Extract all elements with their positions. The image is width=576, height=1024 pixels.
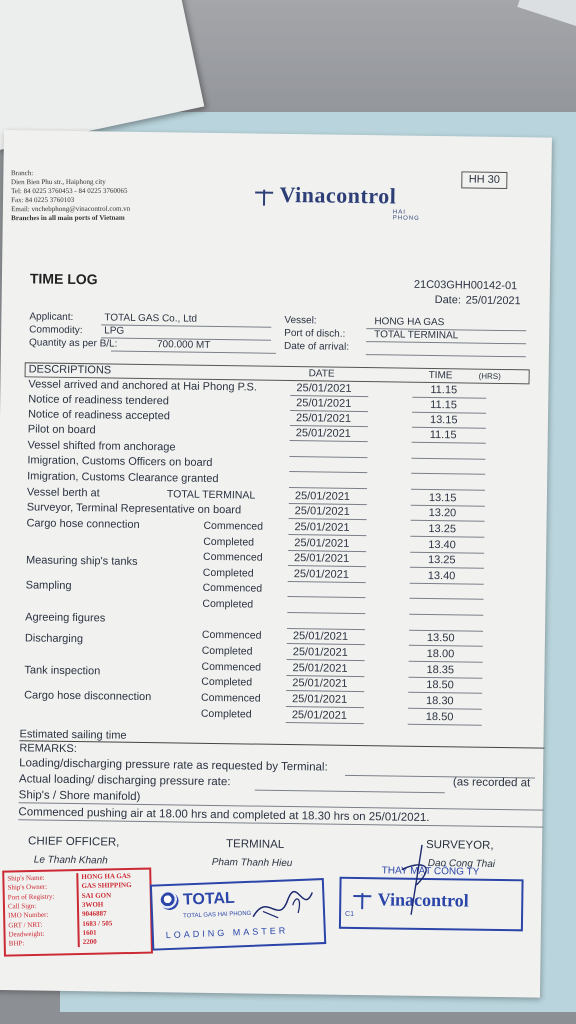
total-subtitle: TOTAL GAS HAI PHONG [182, 910, 252, 920]
reference-number: 21C03GHH00142-01 [413, 278, 518, 293]
scales-icon [253, 188, 275, 206]
ship-stamp-value: 1683 / 505 [82, 918, 113, 928]
remark-line: Actual loading/ discharging pressure rate: [18, 773, 231, 789]
ship-stamp-label: IMO Number: [8, 910, 49, 920]
row-time: 11.15 [430, 398, 458, 412]
time-underline [409, 614, 483, 616]
time-underline [410, 583, 484, 585]
row-qualifier: Commenced [203, 519, 264, 533]
ship-stamp-label: BHP: [8, 939, 25, 948]
remark-line: Commenced pushing air at 18.00 hrs and completed at 18.30 hrs on 25/01/2021. [18, 806, 430, 825]
row-description: Notice of readiness tendered [28, 393, 169, 408]
date-underline [289, 471, 367, 473]
row-date: 25/01/2021 [291, 709, 348, 722]
vinacontrol-stamp-name: Vinacontrol [377, 889, 469, 911]
row-time: 13.40 [428, 538, 456, 552]
applicant-label: Applicant: [29, 311, 74, 323]
row-description: Agreeing figures [25, 611, 106, 625]
date-underline [286, 722, 364, 724]
vessel-value: HONG HA GAS [374, 316, 445, 329]
total-globe-icon [160, 892, 179, 911]
date-underline [287, 659, 365, 661]
port-label: Port of disch.: [284, 327, 346, 340]
terminal-name: Pham Thanh Hieu [211, 856, 293, 870]
row-time: 11.15 [429, 428, 457, 442]
terminal-signature [247, 884, 318, 927]
scales-icon [351, 892, 373, 910]
row-time: 13.25 [428, 522, 457, 536]
row-qualifier: Commenced [202, 550, 263, 564]
time-log-document [0, 130, 552, 998]
time-underline [411, 458, 485, 460]
row-qualifier: Completed [201, 675, 253, 689]
ship-stamp-label: Ship's Name: [7, 873, 45, 883]
vinacontrol-stamp [339, 877, 524, 932]
document-date: 25/01/2021 [465, 294, 521, 308]
row-date: 25/01/2021 [293, 568, 349, 581]
port-value: TOTAL TERMINAL [374, 329, 459, 342]
time-underline [410, 536, 484, 538]
date-label: Date: [434, 294, 462, 307]
row-time: 13.20 [428, 506, 457, 520]
time-underline [411, 473, 485, 475]
row-date: 25/01/2021 [295, 412, 352, 425]
remarks-label: REMARKS: [19, 742, 77, 756]
ship-stamp-value: 9046887 [82, 909, 107, 919]
time-underline [408, 692, 482, 694]
ship-stamp-value: SAI GON [81, 890, 112, 900]
row-time: 18.35 [426, 663, 455, 677]
row-qualifier: Completed [202, 566, 254, 580]
row-description: Vessel berth at [26, 486, 100, 500]
row-description: Notice of readiness accepted [27, 408, 170, 423]
address-line: Branch: [10, 169, 34, 178]
surveyor-signature [381, 839, 462, 920]
vinacontrol-logo [253, 181, 420, 222]
row-time: 18.50 [425, 710, 454, 724]
row-qualifier: Completed [203, 535, 255, 549]
date-underline [289, 487, 367, 489]
row-description: Cargo hose disconnection [24, 689, 152, 704]
date-underline [288, 565, 366, 567]
time-underline [408, 708, 482, 710]
row-date: 25/01/2021 [293, 552, 350, 565]
row-time: 13.40 [427, 569, 456, 583]
address-line: Branches in all main ports of Vietnam [11, 213, 125, 223]
time-underline [411, 520, 485, 522]
form-code: HH 30 [461, 171, 507, 189]
ship-stamp-label: GRT / NRT: [8, 920, 43, 930]
row-date: 25/01/2021 [292, 662, 348, 675]
terminal-title: TERMINAL [225, 838, 285, 851]
address-line: Email: vnchebphong@vinacontrol.com.vn [11, 204, 131, 214]
vessel-label: Vessel: [284, 314, 317, 327]
descriptions-header: DESCRIPTIONS [28, 363, 112, 377]
total-stamp [150, 878, 326, 951]
row-date: 25/01/2021 [291, 693, 348, 706]
time-underline [409, 598, 483, 600]
company-city: HAI PHONG [392, 209, 420, 222]
row-date: 25/01/2021 [294, 505, 350, 518]
surveyor-title: SURVEYOR, [425, 838, 494, 852]
row-qualifier: Commenced [201, 628, 262, 642]
date-underline [286, 690, 364, 692]
quantity-value: 700.000 MT [156, 339, 211, 351]
row-time: 18.50 [426, 678, 454, 692]
date-underline [288, 581, 366, 583]
arrival-label: Date of arrival: [283, 340, 350, 353]
total-role: LOADING MASTER [165, 925, 289, 941]
ship-stamp-value: 1601 [82, 928, 97, 937]
row-description: Tank inspection [24, 664, 101, 678]
ship-stamp-label: Ship's Owner: [7, 883, 48, 892]
ship-stamp-label: Port of Registry: [7, 892, 55, 902]
chief-officer-title: CHIEF OFFICER, [27, 835, 120, 849]
row-time: 11.15 [430, 383, 458, 397]
commodity-value: LPG [104, 325, 125, 337]
row-qualifier: Completed [200, 707, 252, 721]
row-description: Vessel shifted from anchorage [27, 439, 176, 454]
date-underline [290, 440, 368, 442]
row-date: 25/01/2021 [296, 397, 352, 410]
estimated-sailing-label: Estimated sailing time [19, 728, 127, 742]
address-line: Tel: 84 0225 3760453 - 84 0225 3760065 [11, 186, 128, 196]
address-line: Fax: 84 0225 3760103 [11, 195, 75, 205]
row-date: 25/01/2021 [292, 630, 349, 643]
time-underline [408, 724, 482, 726]
company-name: Vinacontrol [279, 181, 397, 209]
row-date: 25/01/2021 [292, 646, 348, 659]
row-description: Surveyor, Terminal Representative on board [26, 501, 242, 517]
date-underline [287, 643, 365, 645]
row-description: Imigration, Customs Officers on board [27, 454, 213, 469]
ship-stamp-value: 3WOH [81, 900, 104, 909]
time-underline [411, 489, 485, 491]
vinacontrol-stamp-code: C1 [345, 910, 355, 918]
row-qualifier: Completed [201, 644, 253, 658]
total-name: TOTAL [182, 889, 236, 909]
time-underline [410, 567, 484, 569]
row-date: 25/01/2021 [295, 427, 351, 440]
remark-line: Loading/discharging pressure rate as requested by Terminal: [19, 757, 328, 774]
row-description: Cargo hose connection [26, 517, 140, 531]
remark-line: Ship's / Shore manifold) [18, 789, 141, 803]
ship-stamp-label: Call Sign: [7, 901, 37, 911]
branch-address [11, 169, 130, 223]
time-underline [409, 661, 483, 663]
row-date: 25/01/2021 [292, 677, 348, 690]
time-underline [412, 442, 486, 444]
row-date: 25/01/2021 [294, 521, 350, 534]
row-description: Measuring ship's tanks [25, 554, 138, 568]
row-description: Discharging [24, 632, 84, 646]
document-title: TIME LOG [29, 270, 98, 288]
date-underline [288, 534, 366, 536]
row-description: Vessel arrived and anchored at Hai Phong P.S. [28, 378, 258, 394]
chief-officer-name: Le Thanh Khanh [33, 854, 108, 867]
ship-stamp [2, 868, 153, 957]
row-qualifier: Commenced [202, 581, 263, 595]
row-time: 18.00 [426, 647, 455, 661]
row-qualifier: Commenced [201, 691, 261, 705]
address-line: Dien Bien Phu str., Haiphong city [11, 177, 106, 187]
ship-stamp-value: HONG HA GAS [81, 871, 131, 882]
date-underline [288, 596, 366, 598]
ship-stamp-value: GAS SHIPPING [81, 881, 132, 891]
row-time: 13.15 [429, 413, 458, 427]
time-underline [409, 645, 483, 647]
date-underline [289, 456, 367, 458]
row-time: 18.30 [425, 694, 454, 708]
time-header: TIME [428, 369, 453, 382]
applicant-value: TOTAL GAS Co., Ltd [104, 312, 198, 325]
ship-stamp-value: 2200 [82, 937, 97, 947]
row-date: 25/01/2021 [294, 490, 351, 503]
row-qualifier: Completed [202, 597, 254, 611]
row-time: 13.15 [428, 491, 457, 505]
commodity-label: Commodity: [29, 324, 83, 337]
hrs-header: (HRS) [478, 371, 501, 381]
remark-line: (as recorded at [452, 776, 531, 790]
row-date: 25/01/2021 [294, 537, 350, 550]
row-time: 13.25 [427, 553, 456, 567]
date-underline [286, 706, 364, 708]
vinacontrol-stamp-caption: THAY MẶT CÔNG TY [381, 865, 480, 878]
row-description: Imigration, Customs Clearance granted [27, 470, 219, 486]
row-qualifier: Commenced [201, 660, 262, 674]
surveyor-name: Dao Cong Thai [427, 857, 496, 870]
row-time: 13.50 [426, 631, 455, 645]
date-header: DATE [308, 368, 335, 380]
date-underline [289, 518, 367, 520]
ship-stamp-label: Deadweight: [8, 929, 45, 939]
row-description: Sampling [25, 579, 72, 592]
date-underline [287, 612, 365, 614]
quantity-label: Quantity as per B/L: [28, 337, 118, 350]
row-description: Pilot on board [27, 423, 96, 437]
row-qualifier: TOTAL TERMINAL [166, 488, 256, 502]
row-date: 25/01/2021 [296, 382, 352, 395]
